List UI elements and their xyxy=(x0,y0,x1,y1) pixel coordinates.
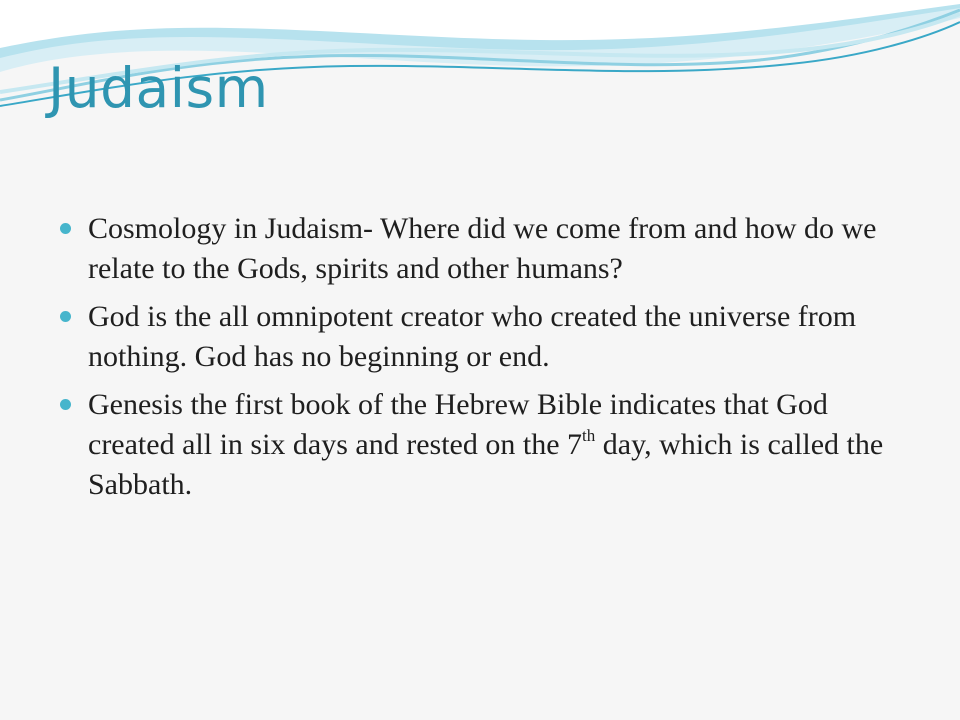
bullet-item xyxy=(60,209,900,289)
bullet-list xyxy=(60,209,900,513)
bullet-text-after-superscript: day, which is called the Sabbath. xyxy=(88,428,884,501)
bullet-text: God is the all omnipotent creator who created the universe from nothing. God has no beginning or end. xyxy=(88,300,857,373)
bullet-marker xyxy=(60,399,71,410)
bullet-item xyxy=(60,385,900,505)
bullet-marker xyxy=(60,223,71,234)
bullet-text: Cosmology in Judaism- Where did we come from and how do we relate to the Gods, spirits and other humans? xyxy=(88,212,877,285)
bullet-text-before-superscript: Genesis the first book of the Hebrew Bible indicates that God created all in six days and rested on the 7 xyxy=(88,388,828,461)
bullet-item xyxy=(60,297,900,377)
slide-title: Judaism xyxy=(48,56,269,120)
ordinal-superscript: th xyxy=(582,426,596,445)
bullet-marker xyxy=(60,311,71,322)
